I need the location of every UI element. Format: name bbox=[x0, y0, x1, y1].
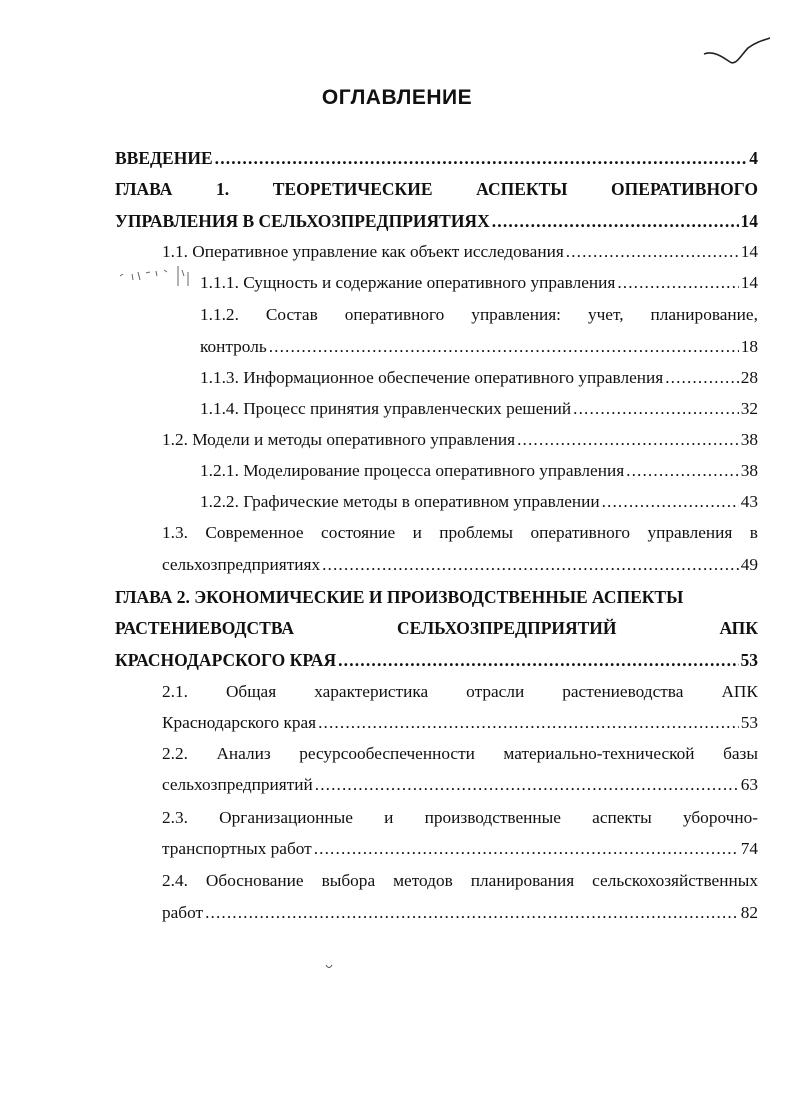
toc-word: растениеводства bbox=[562, 682, 684, 701]
toc-page-number: 32 bbox=[740, 399, 758, 418]
toc-word: планирования bbox=[470, 871, 575, 890]
toc-page-number: 43 bbox=[740, 492, 758, 511]
toc-chapter-2-line3[interactable] bbox=[115, 650, 758, 670]
toc-entry-text: ГЛАВА 2. ЭКОНОМИЧЕСКИЕ И ПРОИЗВОДСТВЕННЫЕ АСПЕКТЫ bbox=[115, 587, 684, 607]
page-title: ОГЛАВЛЕНИЕ bbox=[321, 86, 473, 109]
toc-word: ТЕОРЕТИЧЕСКИЕ bbox=[272, 179, 433, 199]
toc-word: выбора bbox=[321, 871, 376, 890]
toc-word: 2.4. bbox=[162, 871, 188, 890]
toc-word: ресурсообеспеченности bbox=[299, 744, 475, 763]
toc-section-1-3-line2[interactable] bbox=[162, 555, 758, 575]
toc-word: РАСТЕНИЕВОДСТВА bbox=[115, 618, 295, 638]
toc-word: управления: bbox=[471, 305, 561, 324]
toc-entry-text: 1.2.2. Графические методы в оперативном управлении bbox=[200, 492, 600, 511]
toc-entry-text: ВВЕДЕНИЕ bbox=[115, 148, 213, 168]
toc-word: сельскохозяйственных bbox=[592, 871, 758, 890]
toc-leader bbox=[269, 337, 739, 357]
toc-word: АПК bbox=[721, 682, 758, 701]
toc-word: 2.1. bbox=[162, 682, 188, 701]
toc-page-number: 14 bbox=[740, 273, 758, 292]
toc-word: СЕЛЬХОЗПРЕДПРИЯТИЙ bbox=[397, 618, 617, 638]
toc-leader bbox=[517, 430, 739, 450]
toc-word: 2.3. bbox=[162, 808, 188, 827]
toc-page-number: 38 bbox=[740, 461, 758, 480]
toc-leader bbox=[665, 368, 739, 388]
toc-entry-text: работ bbox=[162, 903, 204, 922]
toc-leader bbox=[573, 399, 739, 419]
toc-section-2-3-line1[interactable] bbox=[162, 808, 758, 828]
toc-entry-text: 1.2. Модели и методы оперативного управления bbox=[162, 430, 516, 449]
toc-word: и bbox=[412, 523, 422, 542]
toc-entry-text: Краснодарского края bbox=[162, 713, 317, 732]
handwritten-mark bbox=[702, 36, 772, 68]
toc-page-number: 18 bbox=[740, 337, 758, 356]
toc-page-number: 49 bbox=[740, 555, 758, 574]
toc-entry-text: 1.2.1. Моделирование процесса оперативного управления bbox=[200, 461, 625, 480]
scan-artifact bbox=[118, 262, 204, 288]
toc-word: ГЛАВА bbox=[115, 179, 173, 199]
toc-section-2-1-line2[interactable] bbox=[162, 713, 758, 733]
toc-section-2-2-line2[interactable] bbox=[162, 775, 758, 795]
toc-word: и bbox=[384, 808, 394, 827]
toc-section-1-2[interactable] bbox=[162, 430, 758, 450]
toc-section-1-1-2-line2[interactable] bbox=[200, 337, 758, 357]
toc-leader bbox=[215, 148, 748, 168]
toc-entry-intro[interactable] bbox=[115, 148, 758, 168]
toc-word: уборочно- bbox=[682, 808, 758, 827]
toc-word: Общая bbox=[225, 682, 277, 701]
toc-page-number: 63 bbox=[740, 775, 758, 794]
toc-word: состояние bbox=[321, 523, 396, 542]
toc-word: отрасли bbox=[466, 682, 525, 701]
toc-word: базы bbox=[723, 744, 758, 763]
toc-page-number: 28 bbox=[740, 368, 758, 387]
toc-section-1-1[interactable] bbox=[162, 242, 758, 262]
toc-entry-text: контроль bbox=[200, 337, 267, 356]
toc-word: 1.1.2. bbox=[200, 305, 239, 324]
toc-section-1-3-line1[interactable] bbox=[162, 523, 758, 543]
toc-word: управления bbox=[647, 523, 733, 542]
toc-section-2-3-line2[interactable] bbox=[162, 839, 758, 859]
toc-word: Современное bbox=[205, 523, 304, 542]
toc-leader bbox=[314, 839, 739, 859]
toc-leader bbox=[626, 461, 739, 481]
toc-entry-text: сельхозпредприятиях bbox=[162, 555, 321, 574]
toc-word: 2.2. bbox=[162, 744, 188, 763]
toc-word: проблемы bbox=[439, 523, 514, 542]
toc-leader bbox=[566, 242, 739, 262]
toc-section-1-2-2[interactable] bbox=[200, 492, 758, 512]
toc-page-number: 53 bbox=[740, 650, 758, 670]
toc-entry-text: 1.1. Оперативное управление как объект исследования bbox=[162, 242, 564, 261]
toc-word: 1.3. bbox=[162, 523, 188, 542]
toc-word: аспекты bbox=[592, 808, 652, 827]
toc-leader bbox=[492, 211, 739, 231]
toc-entry-text: сельхозпредприятий bbox=[162, 775, 313, 794]
toc-word: в bbox=[749, 523, 758, 542]
toc-page-number: 38 bbox=[740, 430, 758, 449]
toc-section-2-4-line1[interactable] bbox=[162, 871, 758, 891]
toc-leader bbox=[205, 903, 739, 923]
toc-entry-text: 1.1.4. Процесс принятия управленческих решений bbox=[200, 399, 572, 418]
toc-leader bbox=[338, 650, 738, 670]
toc-word: АПК bbox=[719, 618, 758, 638]
toc-word: характеристика bbox=[314, 682, 429, 701]
toc-chapter-1-line2[interactable] bbox=[115, 211, 758, 231]
toc-word: производственные bbox=[424, 808, 561, 827]
toc-chapter-1-line1[interactable] bbox=[115, 179, 758, 199]
toc-section-1-1-4[interactable] bbox=[200, 399, 758, 419]
toc-word: Анализ bbox=[216, 744, 271, 763]
toc-word: планирование, bbox=[650, 305, 758, 324]
toc-page-number: 4 bbox=[749, 148, 758, 168]
toc-entry-text: УПРАВЛЕНИЯ В СЕЛЬХОЗПРЕДПРИЯТИЯХ bbox=[115, 211, 490, 231]
toc-word: учет, bbox=[587, 305, 624, 324]
toc-section-1-1-1[interactable] bbox=[200, 273, 758, 293]
toc-word: оперативного bbox=[344, 305, 445, 324]
toc-leader bbox=[315, 775, 739, 795]
toc-word: Организационные bbox=[219, 808, 353, 827]
toc-word: Обоснование bbox=[205, 871, 304, 890]
toc-chapter-2-line2[interactable] bbox=[115, 618, 758, 638]
toc-entry-text: 1.1.3. Информационное обеспечение оперативного управления bbox=[200, 368, 664, 387]
toc-entry-text: транспортных работ bbox=[162, 839, 312, 858]
toc-leader bbox=[617, 273, 738, 293]
toc-page-number: 74 bbox=[740, 839, 758, 858]
toc-word: методов bbox=[393, 871, 453, 890]
toc-section-1-1-2-line1[interactable] bbox=[200, 305, 758, 325]
toc-word: Состав bbox=[265, 305, 318, 324]
scan-dot bbox=[325, 963, 333, 971]
toc-section-1-2-1[interactable] bbox=[200, 461, 758, 481]
toc-leader bbox=[318, 713, 739, 733]
toc-page-number: 82 bbox=[740, 903, 758, 922]
toc-word: оперативного bbox=[530, 523, 631, 542]
toc-chapter-2-line1[interactable] bbox=[115, 587, 758, 607]
toc-word: АСПЕКТЫ bbox=[476, 179, 568, 199]
toc-page-number: 53 bbox=[740, 713, 758, 732]
toc-word: материально-технической bbox=[503, 744, 695, 763]
toc-word: ОПЕРАТИВНОГО bbox=[611, 179, 758, 199]
toc-section-2-2-line1[interactable] bbox=[162, 744, 758, 764]
toc-word: 1. bbox=[216, 179, 230, 199]
toc-entry-text: 1.1.1. Сущность и содержание оперативного управления bbox=[200, 273, 616, 292]
toc-page-number: 14 bbox=[740, 242, 758, 261]
toc-section-1-1-3[interactable] bbox=[200, 368, 758, 388]
toc-entry-text: КРАСНОДАРСКОГО КРАЯ bbox=[115, 650, 337, 670]
toc-leader bbox=[322, 555, 739, 575]
toc-page-number: 14 bbox=[740, 211, 758, 231]
toc-leader bbox=[602, 492, 739, 512]
toc-section-2-1-line1[interactable] bbox=[162, 682, 758, 702]
toc-section-2-4-line2[interactable] bbox=[162, 903, 758, 923]
